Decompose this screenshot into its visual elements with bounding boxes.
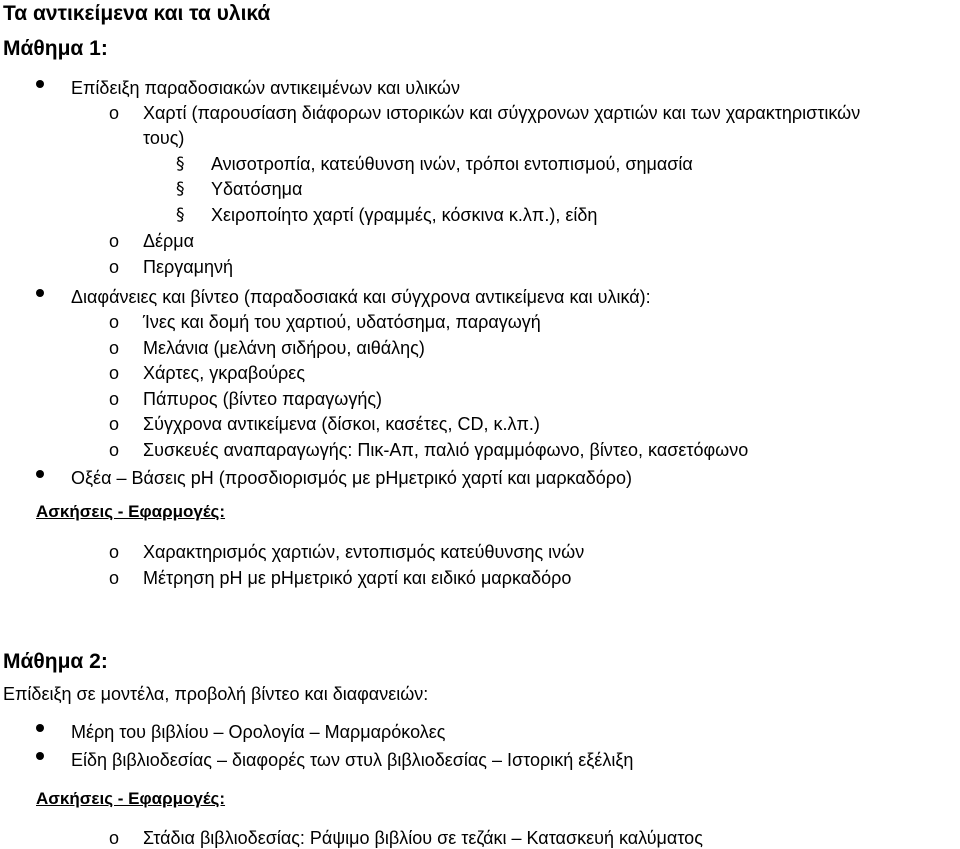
exercises-heading: Ασκήσεις - Εφαρμογές:: [36, 789, 226, 808]
bullet-icon: [36, 470, 44, 478]
bullet-icon: [36, 724, 44, 732]
circle-bullet-icon: o: [109, 103, 120, 123]
page-title: Τα αντικείμενα και τα υλικά: [3, 2, 271, 25]
circle-bullet-icon: o: [109, 389, 120, 409]
square-bullet-icon: §: [176, 205, 185, 225]
list-item: Μέτρηση pH με pHμετρικό χαρτί και ειδικό μαρκαδόρο: [143, 568, 572, 588]
square-bullet-icon: §: [176, 154, 185, 174]
circle-bullet-icon: o: [109, 542, 120, 562]
circle-bullet-icon: o: [109, 568, 120, 588]
circle-bullet-icon: o: [109, 363, 120, 383]
circle-bullet-icon: o: [109, 440, 120, 460]
list-item: Στάδια βιβλιοδεσίας: Ράψιμο βιβλίου σε τεζάκι – Κατασκευή καλύματος: [143, 828, 703, 848]
list-item: Χαρακτηρισμός χαρτιών, εντοπισμός κατεύθυνσης ινών: [143, 542, 585, 562]
lesson-1-heading: Μάθημα 1:: [3, 37, 108, 60]
list-item: Συσκευές αναπαραγωγής: Πικ-Απ, παλιό γραμμόφωνο, βίντεο, κασετόφωνο: [143, 440, 749, 460]
square-bullet-icon: §: [176, 179, 185, 199]
lesson-2-heading: Μάθημα 2:: [3, 650, 108, 673]
list-item: Οξέα – Βάσεις pH (προσδιορισμός με pHμετρικό χαρτί και μαρκαδόρο): [71, 468, 633, 488]
circle-bullet-icon: o: [109, 414, 120, 434]
list-item: Ίνες και δομή του χαρτιού, υδατόσημα, παραγωγή: [143, 312, 541, 332]
list-item: Είδη βιβλιοδεσίας – διαφορές των στυλ βιβλιοδεσίας – Ιστορική εξέλιξη: [71, 750, 634, 770]
list-item: Μέρη του βιβλίου – Ορολογία – Μαρμαρόκολες: [71, 722, 446, 742]
list-item: Υδατόσημα: [211, 179, 303, 199]
list-item: Χειροποίητο χαρτί (γραμμές, κόσκινα κ.λπ.), είδη: [211, 205, 598, 225]
list-item: Διαφάνειες και βίντεο (παραδοσιακά και σύγχρονα αντικείμενα και υλικά):: [71, 287, 651, 307]
list-item-continuation: τους): [143, 128, 185, 148]
list-item: Σύγχρονα αντικείμενα (δίσκοι, κασέτες, CD, κ.λπ.): [143, 414, 540, 434]
circle-bullet-icon: o: [109, 231, 120, 251]
list-item: Επίδειξη παραδοσιακών αντικειμένων και υλικών: [71, 78, 460, 98]
lesson-2-intro: Επίδειξη σε μοντέλα, προβολή βίντεο και διαφανειών:: [3, 684, 429, 704]
circle-bullet-icon: o: [109, 828, 120, 848]
list-item: Περγαμηνή: [143, 257, 234, 277]
bullet-icon: [36, 80, 44, 88]
list-item: Πάπυρος (βίντεο παραγωγής): [143, 389, 383, 409]
list-item: Χάρτες, γκραβούρες: [143, 363, 305, 383]
bullet-icon: [36, 752, 44, 760]
circle-bullet-icon: o: [109, 257, 120, 277]
bullet-icon: [36, 289, 44, 297]
list-item: Ανισοτροπία, κατεύθυνση ινών, τρόποι εντοπισμού, σημασία: [211, 154, 693, 174]
circle-bullet-icon: o: [109, 338, 120, 358]
list-item: Δέρμα: [143, 231, 195, 251]
circle-bullet-icon: o: [109, 312, 120, 332]
list-item: Χαρτί (παρουσίαση διάφορων ιστορικών και σύγχρονων χαρτιών και των χαρακτηριστικών: [143, 103, 861, 123]
list-item: Μελάνια (μελάνη σιδήρου, αιθάλης): [143, 338, 425, 358]
exercises-heading: Ασκήσεις - Εφαρμογές:: [36, 502, 226, 521]
